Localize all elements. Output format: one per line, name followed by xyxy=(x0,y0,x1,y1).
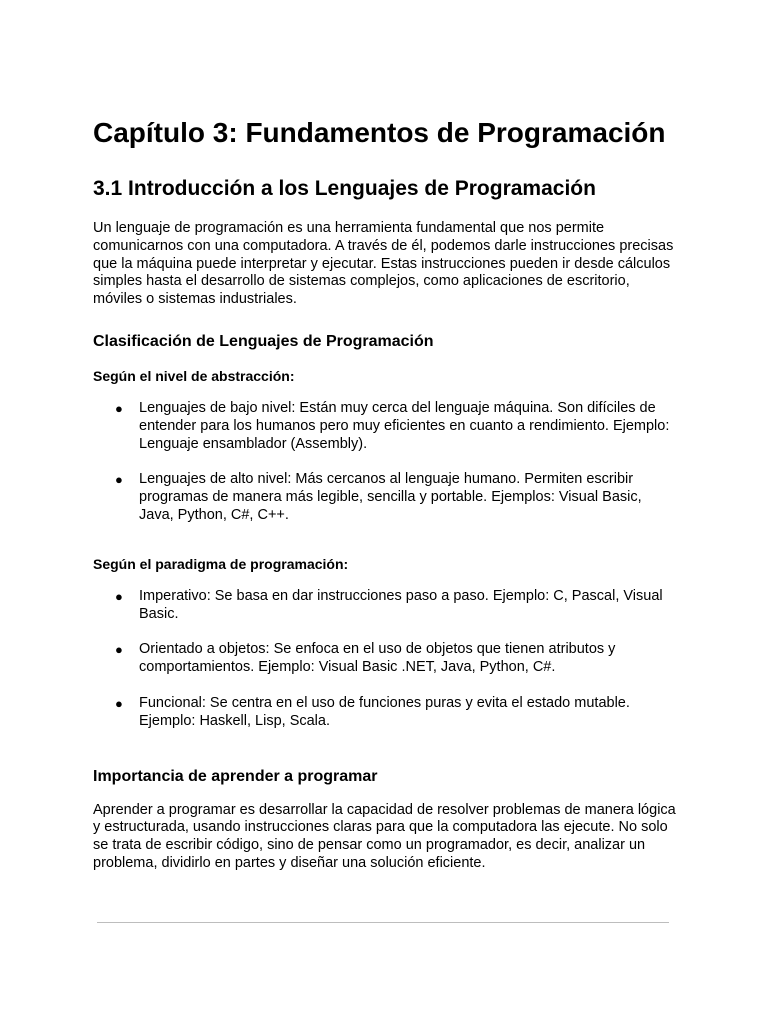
list-item xyxy=(93,641,678,677)
classification-heading: Clasificación de Lenguajes de Programación xyxy=(93,332,434,350)
list-item xyxy=(93,588,678,624)
paradigm-list xyxy=(93,588,678,731)
bullet-icon: ● xyxy=(115,472,123,488)
list-item-text: Orientado a objetos: Se enfoca en el uso de objetos que tienen atributos y comportamientos. Ejemplo: Visual Basic .NET, Java, Python, C#. xyxy=(139,641,616,676)
importance-paragraph: Aprender a programar es desarrollar la capacidad de resolver problemas de manera lógica y estructurada, usando instrucciones claras para que la computadora las ejecute. No solo se trata de escribir código, sino de pensar como un programador, es decir, analizar un problema, dividirlo en partes y diseñar una solución eficiente. xyxy=(93,801,676,871)
intro-paragraph: Un lenguaje de programación es una herramienta fundamental que nos permite comunicarnos con una computadora. A través de él, podemos darle instrucciones precisas que la máquina puede interpretar y ejecutar. Estas instrucciones pueden ir desde cálculos simples hasta el desarrollo de sistemas complejos, como aplicaciones de escritorio, móviles o sistemas industriales. xyxy=(93,220,674,308)
document-page xyxy=(93,114,678,873)
list-item-text: Imperativo: Se basa en dar instrucciones paso a paso. Ejemplo: C, Pascal, Visual Basic. xyxy=(139,587,663,622)
list-item xyxy=(93,471,678,524)
abstraction-subheading: Según el nivel de abstracción: xyxy=(93,367,295,384)
paradigm-subheading: Según el paradigma de programación: xyxy=(93,555,349,572)
bullet-icon: ● xyxy=(115,695,123,711)
list-item xyxy=(93,400,678,453)
section-title: 3.1 Introducción a los Lenguajes de Programación xyxy=(93,177,596,200)
chapter-title: Capítulo 3: Fundamentos de Programación xyxy=(93,117,666,148)
bullet-icon: ● xyxy=(115,400,123,416)
bullet-icon: ● xyxy=(115,642,123,658)
list-item-text: Funcional: Se centra en el uso de funciones puras y evita el estado mutable. Ejemplo: Haskell, Lisp, Scala. xyxy=(139,694,630,729)
list-item-text: Lenguajes de alto nivel: Más cercanos al lenguaje humano. Permiten escribir programas de manera más legible, sencilla y portable. Ejemplos: Visual Basic, Java, Python, C#, C++. xyxy=(139,471,642,523)
importance-heading: Importancia de aprender a programar xyxy=(93,767,378,785)
list-item xyxy=(93,695,678,731)
list-item-text: Lenguajes de bajo nivel: Están muy cerca del lenguaje máquina. Son difíciles de entender para los humanos pero muy eficientes en cuanto a rendimiento. Ejemplo: Lenguaje ensamblador (Assembly). xyxy=(139,399,670,452)
horizontal-divider xyxy=(97,922,669,923)
abstraction-list xyxy=(93,400,678,525)
bullet-icon: ● xyxy=(115,588,123,604)
